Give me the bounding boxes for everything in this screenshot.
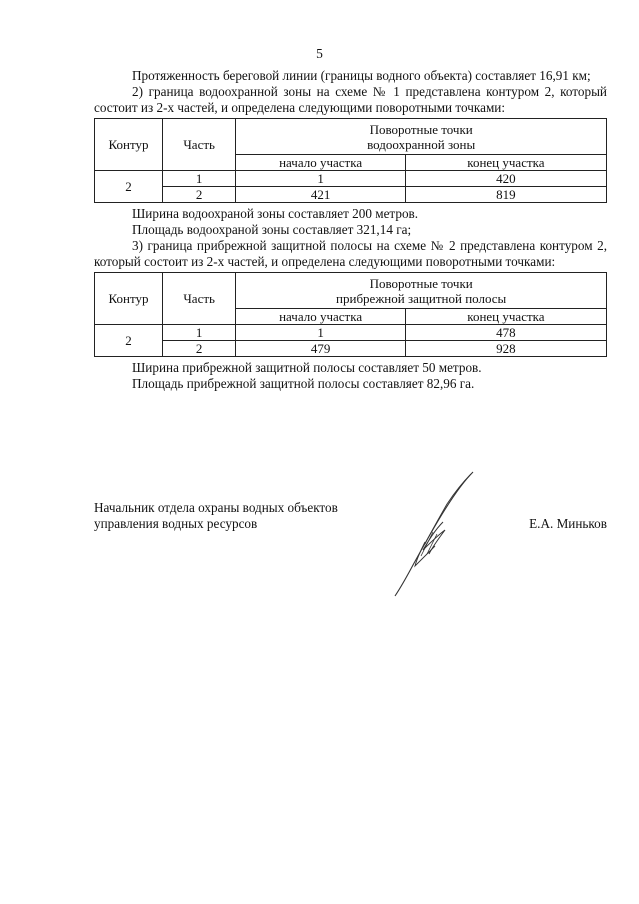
header-turning-points <box>236 273 607 309</box>
end-cell: 819 <box>405 187 606 203</box>
contour-cell: 2 <box>95 171 163 203</box>
part-cell: 2 <box>162 341 235 357</box>
signature-block <box>94 500 607 540</box>
header-turning-points-line2: прибрежной защитной полосы <box>336 290 507 306</box>
document-body <box>94 68 607 392</box>
start-cell: 1 <box>236 325 406 341</box>
part-cell: 1 <box>162 325 235 341</box>
zone-width-paragraph: Ширина водоохраной зоны составляет 200 метров. <box>132 206 419 221</box>
header-part: Часть <box>162 273 235 325</box>
signatory-position-line1: Начальник отдела охраны водных объектов <box>94 500 338 515</box>
table-row <box>95 325 607 341</box>
header-turning-points-line2: водоохранной зоны <box>367 136 476 152</box>
signatory-position <box>94 500 338 532</box>
header-start: начало участка <box>236 309 406 325</box>
header-contour: Контур <box>95 119 163 171</box>
table-row <box>95 171 607 187</box>
header-part: Часть <box>162 119 235 171</box>
coastal-strip-paragraph: 3) граница прибрежной защитной полосы на схеме № 2 представлена контуром 2, который состоит из 2-х частей, и определена следующими поворотными точками: <box>94 238 607 269</box>
header-start: начало участка <box>236 155 406 171</box>
signatory-name: Е.А. Миньков <box>529 516 607 531</box>
header-end: конец участка <box>405 155 606 171</box>
strip-area-paragraph: Площадь прибрежной защитной полосы составляет 82,96 га. <box>132 376 475 391</box>
header-turning-points <box>236 119 607 155</box>
start-cell: 479 <box>236 341 406 357</box>
signatory-position-line2: управления водных ресурсов <box>94 516 258 531</box>
water-protection-zone-paragraph: 2) граница водоохранной зоны на схеме № 1 представлена контуром 2, который состоит из 2-х частей, и определена следующими поворотными точками: <box>94 84 607 115</box>
end-cell: 928 <box>405 341 606 357</box>
end-cell: 420 <box>405 171 606 187</box>
header-end: конец участка <box>405 309 606 325</box>
water-protection-zone-table <box>94 118 607 203</box>
table-row <box>95 341 607 357</box>
page-number: 5 <box>316 46 323 61</box>
header-turning-points-line1: Поворотные точки <box>369 121 473 137</box>
table-row <box>95 187 607 203</box>
start-cell: 421 <box>236 187 406 203</box>
zone-area-paragraph: Площадь водоохраной зоны составляет 321,14 га; <box>132 222 412 237</box>
coastal-protection-strip-table <box>94 272 607 357</box>
header-contour: Контур <box>95 273 163 325</box>
shoreline-length-paragraph: Протяженность береговой линии (границы водного объекта) составляет 16,91 км; <box>132 68 591 83</box>
part-cell: 1 <box>162 171 235 187</box>
start-cell: 1 <box>236 171 406 187</box>
contour-cell: 2 <box>95 325 163 357</box>
part-cell: 2 <box>162 187 235 203</box>
header-turning-points-line1: Поворотные точки <box>369 275 473 291</box>
handwritten-signature <box>385 470 485 600</box>
strip-width-paragraph: Ширина прибрежной защитной полосы составляет 50 метров. <box>132 360 482 375</box>
end-cell: 478 <box>405 325 606 341</box>
